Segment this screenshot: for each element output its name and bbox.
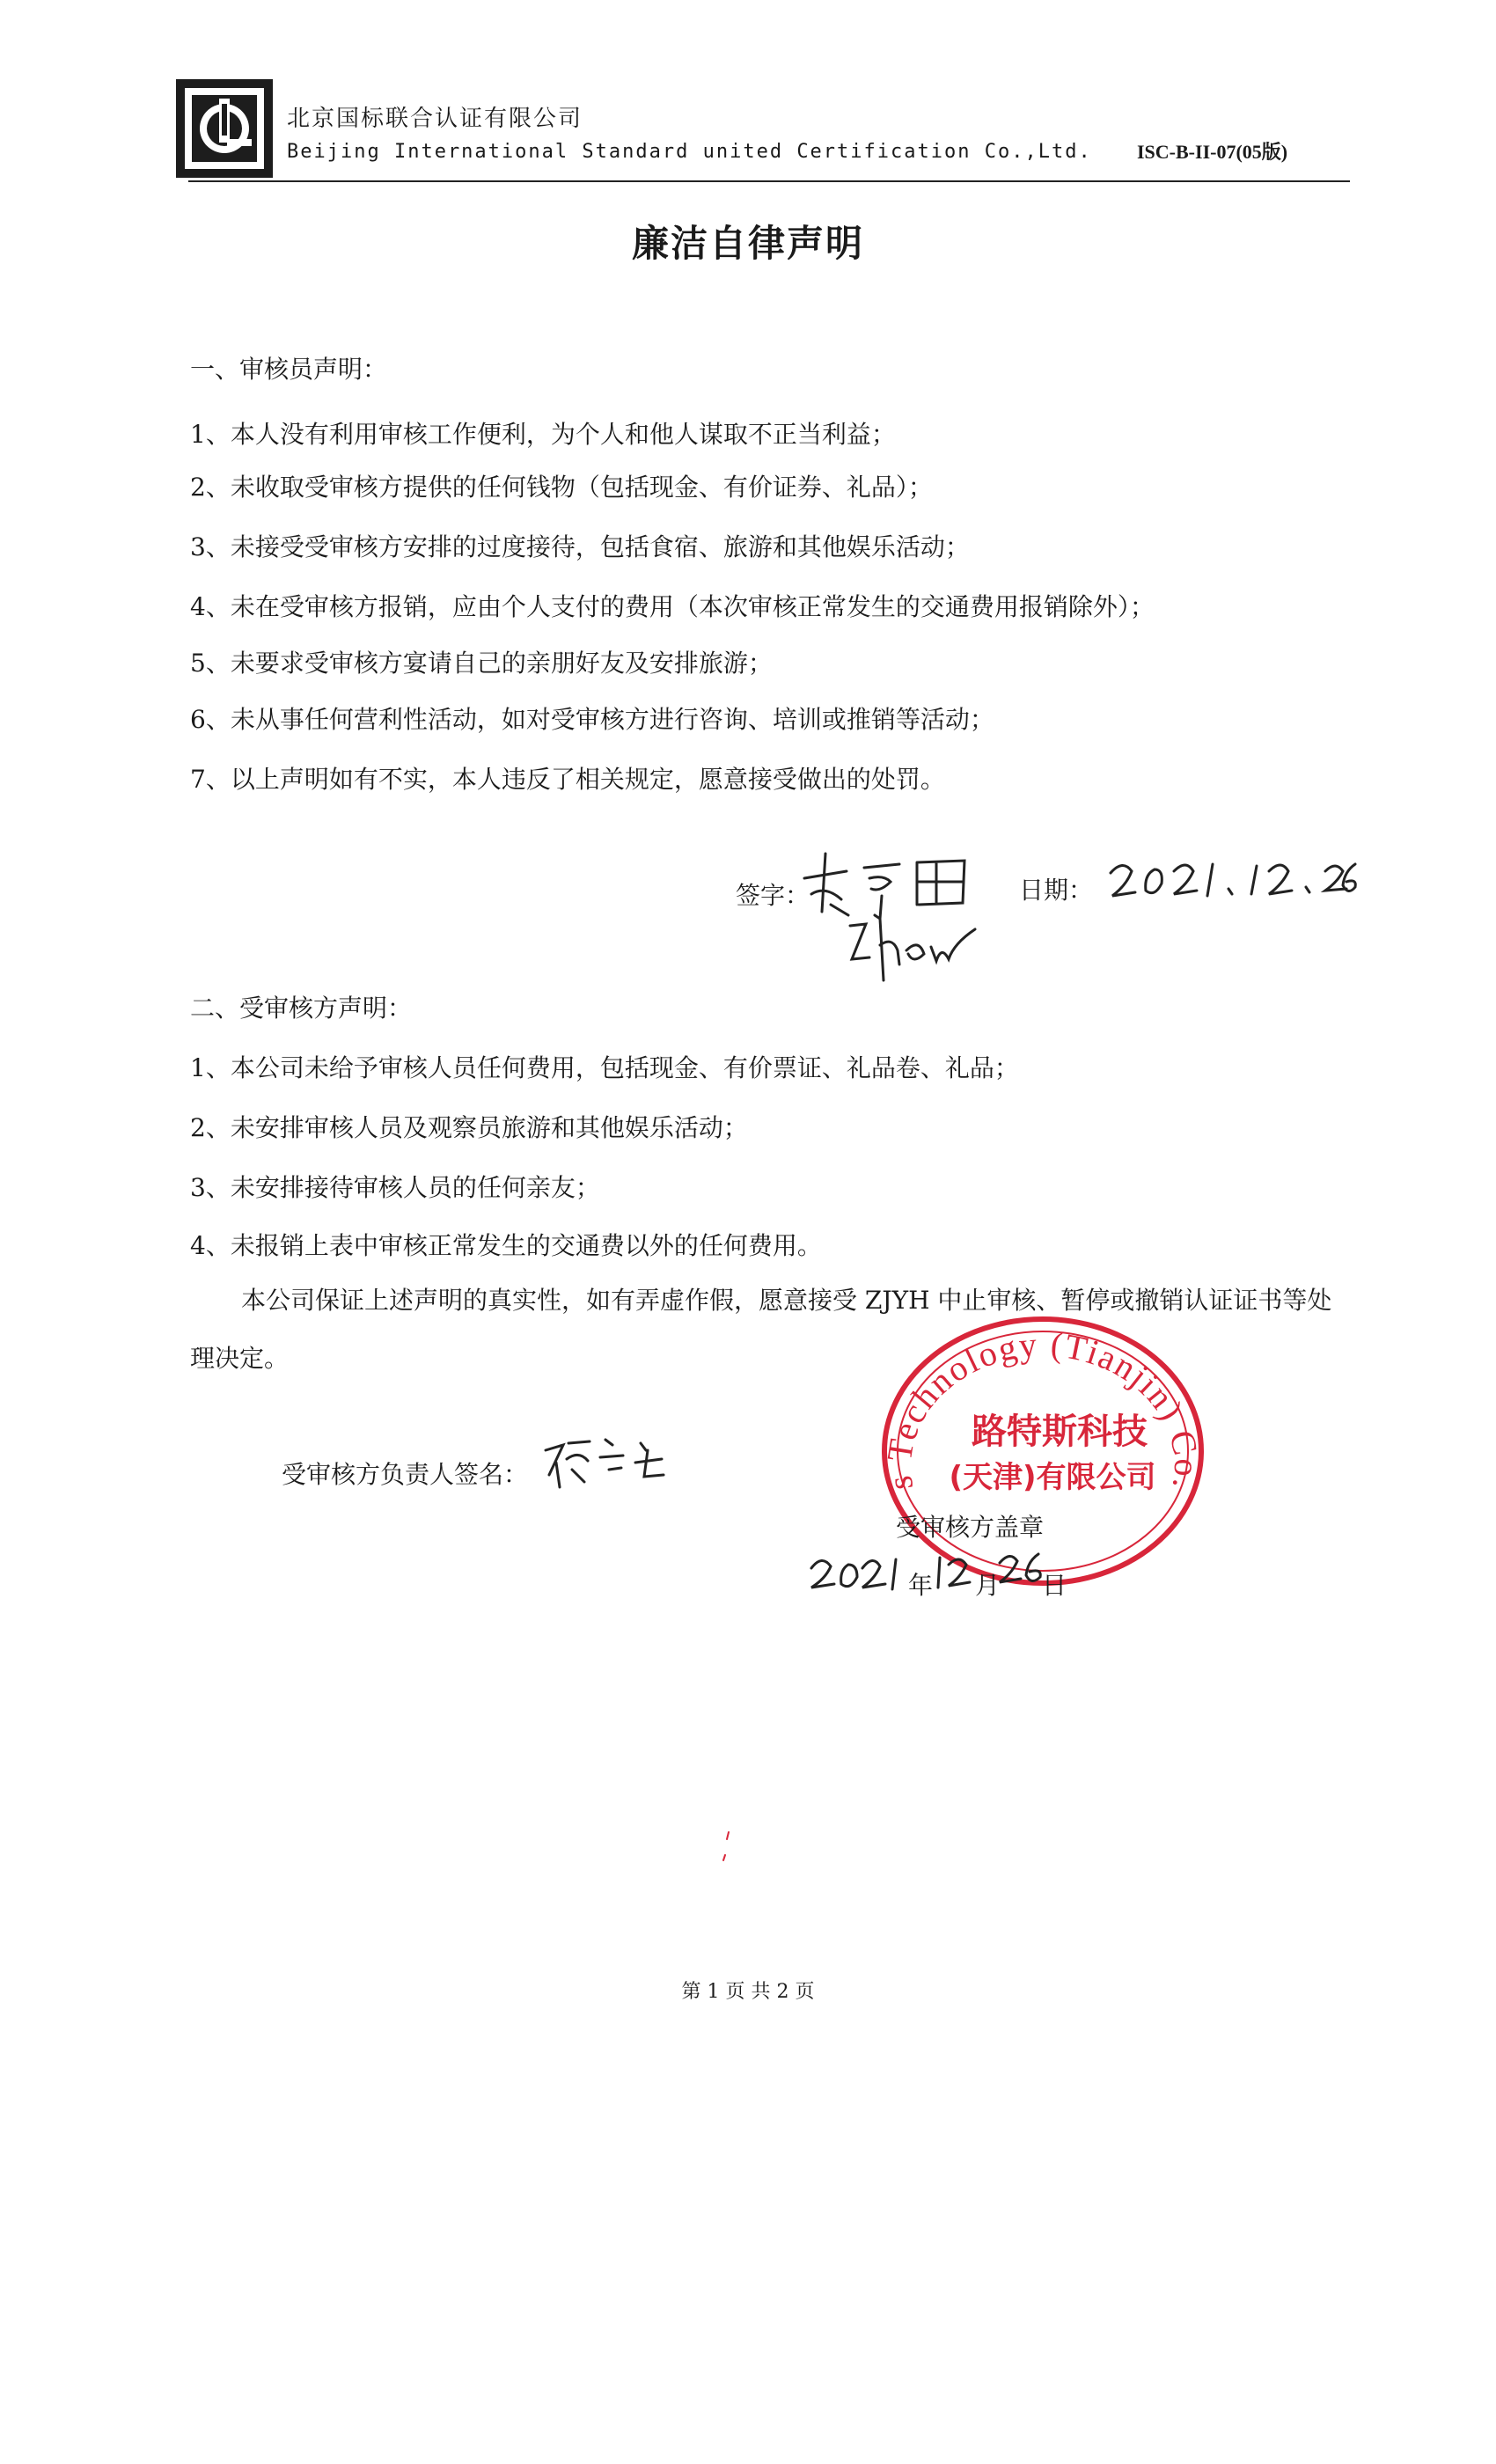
- seal-inner-line1: 路特斯科技: [972, 1412, 1148, 1452]
- seal-inner-line2: (天津)有限公司: [949, 1460, 1156, 1495]
- date-year-suffix: 年: [908, 1571, 934, 1600]
- seal-outer-text: s Technology (Tianjin) Co.: [878, 1324, 1207, 1494]
- date-day-suffix: 日: [1042, 1571, 1067, 1600]
- section1-item: 6、未从事任何营利性活动，如对受审核方进行咨询、培训或推销等活动；: [190, 705, 994, 734]
- header-divider: [188, 180, 1350, 182]
- section1-item: 5、未要求受审核方宴请自己的亲朋好友及安排旅游；: [190, 649, 773, 678]
- section2-item: 3、未安排接待审核人员的任何亲友；: [190, 1173, 600, 1202]
- handwritten-day: [996, 1547, 1045, 1589]
- section1-item: 4、未在受审核方报销，应由个人支付的费用（本次审核正常发生的交通费用报销除外）；: [190, 592, 1155, 621]
- sign-label: 签字：: [736, 881, 810, 910]
- section2-item: 1、本公司未给予审核人员任何费用，包括现金、有价票证、礼品卷、礼品；: [190, 1053, 1019, 1082]
- date-month-suffix: 月: [975, 1571, 1001, 1600]
- section2-heading: 二、受审核方声明：: [190, 994, 413, 1023]
- guarantee-text-cont: 理决定。: [190, 1344, 290, 1373]
- section2-item: 4、未报销上表中审核正常发生的交通费以外的任何费用。: [190, 1231, 822, 1260]
- section1-item: 1、本人没有利用审核工作便利，为个人和他人谋取不正当利益；: [190, 420, 896, 449]
- page-number: 第 1 页 共 2 页: [681, 1981, 815, 2003]
- company-name-en: Beijing International Standard united Certification Co.,Ltd.: [287, 141, 1092, 163]
- section1-item: 2、未收取受审核方提供的任何钱物（包括现金、有价证券、礼品）；: [190, 473, 933, 502]
- section1-item: 7、以上声明如有不实，本人违反了相关规定，愿意接受做出的处罚。: [190, 765, 945, 794]
- auditor-signature-latin: [845, 906, 986, 986]
- responsible-sign-label: 受审核方负责人签名：: [282, 1460, 529, 1489]
- page-title: 廉洁自律声明: [631, 222, 864, 265]
- company-name-cn: 北京国标联合认证有限公司: [287, 106, 583, 132]
- document-code: ISC-B-II-07(05版): [1137, 141, 1288, 163]
- date-label: 日期：: [1019, 876, 1094, 905]
- handwritten-year: [808, 1551, 905, 1595]
- section1-item: 3、未接受受审核方安排的过度接待，包括食宿、旅游和其他娱乐活动；: [190, 532, 970, 561]
- section1-heading: 一、审核员声明：: [190, 355, 388, 384]
- section2-item: 2、未安排审核人员及观察员旅游和其他娱乐活动；: [190, 1113, 748, 1142]
- guarantee-text: 本公司保证上述声明的真实性，如有弄虚作假，愿意接受 ZJYH 中止审核、暂停或撤销认证证书等处: [241, 1286, 1332, 1315]
- seal-label: 受审核方盖章: [896, 1513, 1045, 1542]
- certification-logo-icon: [176, 79, 273, 178]
- responsible-signature: [540, 1424, 681, 1494]
- auditor-handwritten-date: [1105, 854, 1360, 906]
- handwritten-month: [933, 1552, 977, 1591]
- red-ink-mark: [720, 1829, 734, 1867]
